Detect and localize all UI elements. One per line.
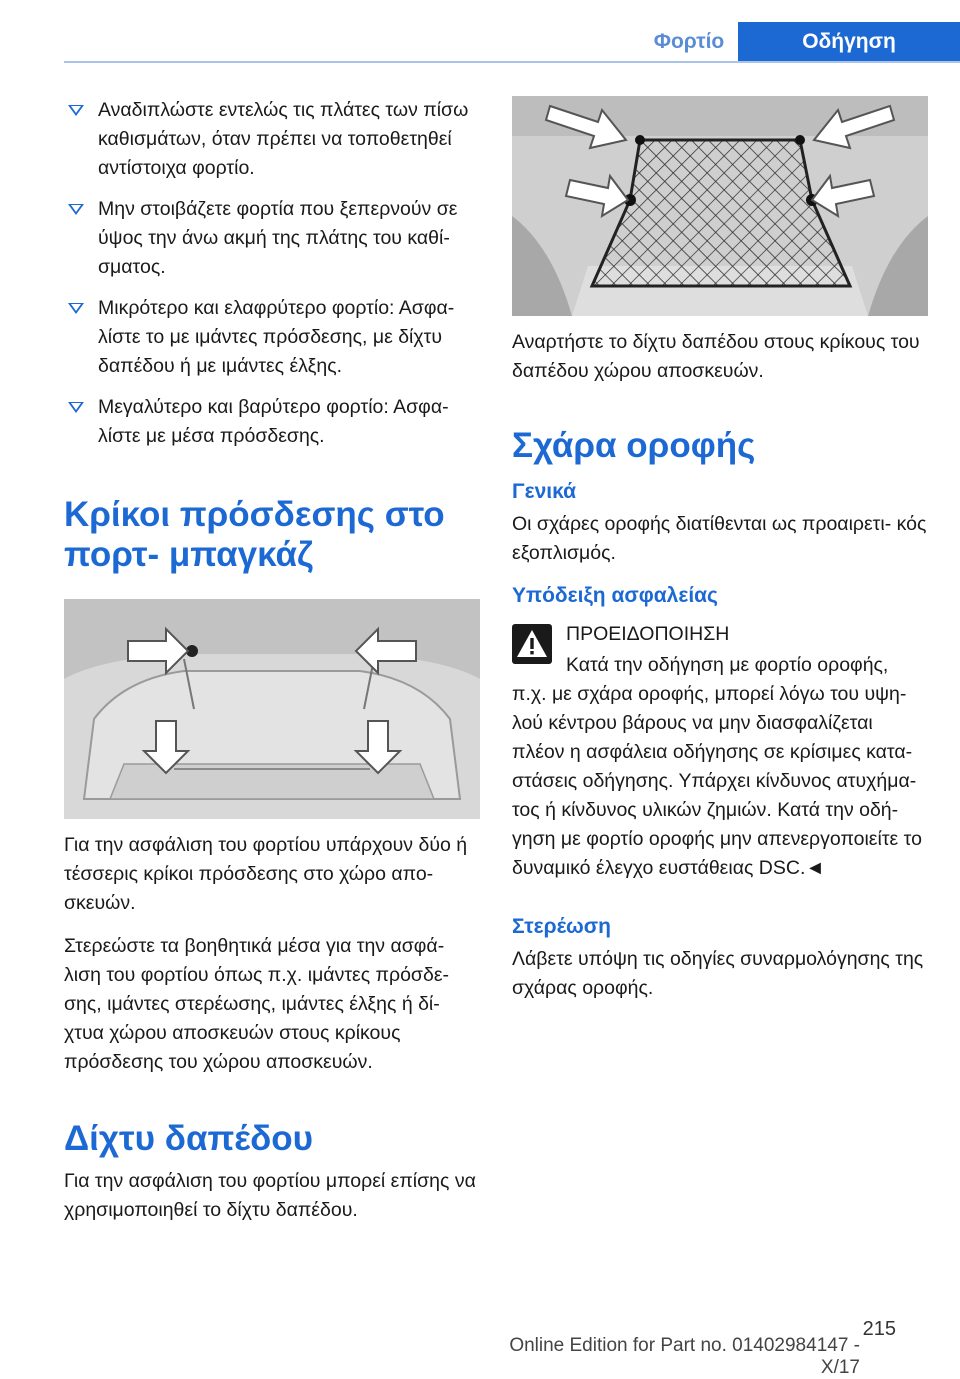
rings-text-2: Στερεώστε τα βοηθητικά μέσα για την ασφά‐ λιση του φορτίου όπως π.χ. ιμάντες πρόσδε‐ σης, ιμάντες στερέωσης, ιμάντες έλξης ή δί‐ χτυα χώρου αποσκευών στους κρίκους πρόσδεσης του χώρου αποσκευών. bbox=[64, 935, 450, 1073]
triangle-bullet-icon bbox=[68, 402, 84, 413]
header-section-tab[interactable]: Φορτίο bbox=[653, 30, 725, 53]
bullet-text: Αναδιπλώστε εντελώς τις πλάτες των πίσω καθισμάτων, όταν πρέπει να τοποθετηθεί αντίστοιχα φορτίο. bbox=[98, 99, 469, 179]
general-text: Οι σχάρες οροφής διατίθενται ως προαιρετι‐ κός εξοπλισμός. bbox=[512, 513, 927, 564]
floor-net-text: Για την ασφάλιση του φορτίου μπορεί επίσης να χρησιμοποιηθεί το δίχτυ δαπέδου. bbox=[64, 1170, 476, 1221]
cargo-bullet-list bbox=[64, 96, 480, 451]
rings-text-1: Για την ασφάλιση του φορτίου υπάρχουν δύο ή τέσσερις κρίκοι πρόσδεσης στο χώρο απο‐ σκευών. bbox=[64, 834, 468, 914]
triangle-bullet-icon bbox=[68, 303, 84, 314]
edition-footer: Online Edition for Part no. 01402984147 - X/17 bbox=[509, 1335, 860, 1378]
floor-net-figure bbox=[512, 96, 928, 316]
safety-heading: Υπόδειξη ασφαλείας bbox=[512, 584, 718, 607]
list-item bbox=[64, 393, 480, 451]
warning-text: π.χ. με σχάρα οροφής, μπορεί λόγω του υψη‐ λού κέντρου βάρους να μην διασφαλίζεται πλέον η ασφάλεια οδήγησης σε κρίσιμες κατα‐ στάσεις οδήγησης. Υπάρχει κίνδυνος ατυχήμα‐ τος ή κίνδυνος υλικών ζημιών. Κατά την οδή‐ γηση με φορτίο οροφής μην απενεργοποιείτε το δυναμικό έλεγχο ευστάθειας DSC.◄ bbox=[512, 683, 922, 879]
warning-icon bbox=[512, 624, 552, 664]
list-item bbox=[64, 294, 480, 381]
rings-heading: Κρίκοι πρόσδεσης στο πορτ‐ μπαγκάζ bbox=[64, 495, 445, 574]
right-column bbox=[512, 96, 928, 1003]
triangle-bullet-icon bbox=[68, 204, 84, 215]
warning-block bbox=[512, 620, 928, 883]
page-number: 215 bbox=[862, 1318, 896, 1340]
left-column bbox=[64, 96, 480, 1225]
roof-rack-heading: Σχάρα οροφής bbox=[512, 426, 756, 465]
general-heading: Γενικά bbox=[512, 480, 577, 503]
triangle-bullet-icon bbox=[68, 105, 84, 116]
bullet-text: Μεγαλύτερο και βαρύτερο φορτίο: Ασφα‐ λίστε με μέσα πρόσδεσης. bbox=[98, 396, 449, 447]
list-item bbox=[64, 96, 480, 183]
warning-label: ΠΡΟΕΙΔΟΠΟΙΗΣΗ bbox=[566, 623, 730, 645]
trunk-rings-figure bbox=[64, 599, 480, 819]
list-item bbox=[64, 195, 480, 282]
bullet-text: Μην στοιβάζετε φορτία που ξεπερνούν σε ύψος την άνω ακμή της πλάτης του καθί‐ σματος. bbox=[98, 198, 458, 278]
header-tabs bbox=[640, 22, 960, 62]
header-chapter-tab[interactable]: Οδήγηση bbox=[738, 22, 960, 62]
fixing-text: Λάβετε υπόψη τις οδηγίες συναρμολόγησης της σχάρας οροφής. bbox=[512, 948, 924, 999]
floor-net-heading: Δίχτυ δαπέδου bbox=[64, 1119, 314, 1158]
bullet-text: Μικρότερο και ελαφρύτερο φορτίο: Ασφα‐ λίστε το με ιμάντες πρόσδεσης, με δίχτυ δαπέδου ή με ιμάντες έλξης. bbox=[98, 297, 455, 377]
warning-first-line: Κατά την οδήγηση με φορτίο οροφής, bbox=[566, 654, 889, 676]
fixing-heading: Στερέωση bbox=[512, 915, 611, 938]
header-rule bbox=[64, 61, 960, 63]
floor-net-caption: Αναρτήστε το δίχτυ δαπέδου στους κρίκους του δαπέδου χώρου αποσκευών. bbox=[512, 331, 920, 382]
